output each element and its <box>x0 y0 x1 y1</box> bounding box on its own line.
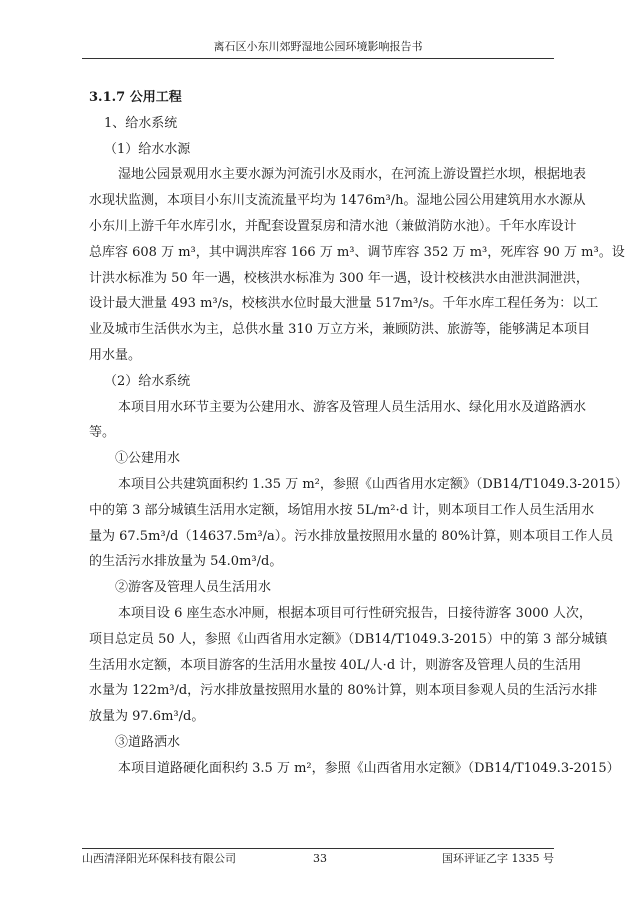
paragraph-line: 设计最大泄量 493 m³/s，校核洪水位时最大泄量 517m³/s。千年水库工程任务为：以工 <box>89 296 599 312</box>
paragraph-line: 放量为 97.6m³/d。 <box>89 709 205 725</box>
item-heading: ③道路洒水 <box>115 734 181 750</box>
paragraph-line: 本项目道路硬化面积约 3.5 万 m²，参照《山西省用水定额》（DB14/T1049.3-2015） <box>118 760 620 776</box>
paragraph-line: 等。 <box>89 425 116 441</box>
paragraph-line: 量为 67.5m³/d（14637.5m³/a）。污水排放量按照用水量的 80%计算，则本项目工作人员 <box>89 528 614 544</box>
paragraph-line: 湿地公园景观用水主要水源为河流引水及雨水，在河流上游设置拦水坝，根据地表 <box>118 167 587 183</box>
paragraph-line: 生活用水定额，本项目游客的生活用水量按 40L/人·d 计，则游客及管理人员的生活用 <box>89 657 582 673</box>
paragraph-line: 本项目设 6 座生态水冲厕，根据本项目可行性研究报告，日接待游客 3000 人次， <box>118 605 592 621</box>
paragraph-line: 计洪水标准为 50 年一遇，校核洪水标准为 300 年一遇，设计校核洪水由泄洪洞泄洪， <box>89 270 589 286</box>
subsection-heading: 1、给水系统 <box>104 115 178 131</box>
paragraph-line: 小东川上游千年水库引水，并配套设置泵房和清水池（兼做消防水池）。千年水库设计 <box>89 218 577 234</box>
item-heading: ②游客及管理人员生活用水 <box>115 580 272 596</box>
paragraph-line: 本项目公共建筑面积约 1.35 万 m²，参照《山西省用水定额》（DB14/T1049.3-2015） <box>118 476 628 492</box>
paragraph-line: 本项目用水环节主要为公建用水、游客及管理人员生活用水、绿化用水及道路洒水 <box>118 399 587 415</box>
paragraph-line: 水量为 122m³/d，污水排放量按照用水量的 80%计算，则本项目参观人员的生活污水排 <box>89 683 598 699</box>
footer-company: 山西清泽阳光环保科技有限公司 <box>82 852 236 865</box>
footer-divider <box>82 848 554 849</box>
paragraph-line: 用水量。 <box>89 347 142 363</box>
item-heading: ①公建用水 <box>115 451 181 467</box>
paragraph-line: 水现状监测，本项目小东川支流流量平均为 1476m³/h。湿地公园公用建筑用水水源从 <box>89 193 586 209</box>
paragraph-line: 的生活污水排放量为 54.0m³/d。 <box>89 554 283 570</box>
section-heading: 3.1.7 公用工程 <box>89 90 182 105</box>
paragraph-line: 总库容 608 万 m³，其中调洪库容 166 万 m³、调节库容 352 万 m³，死库容 90 万 m³。设 <box>89 244 625 260</box>
footer-certificate: 国环评证乙字 1335 号 <box>442 852 554 865</box>
header-divider <box>82 58 554 59</box>
item-heading: （2）给水系统 <box>104 373 191 389</box>
item-heading: （1）给水水源 <box>104 141 191 157</box>
paragraph-line: 业及城市生活供水为主，总供水量 310 万立方米，兼顾防洪、旅游等，能够满足本项目 <box>89 322 591 338</box>
page-number: 33 <box>313 852 327 865</box>
page-header: 离石区小东川郊野湿地公园环境影响报告书 <box>213 40 423 53</box>
document-body <box>89 85 628 782</box>
paragraph-line: 项目总定员 50 人，参照《山西省用水定额》（DB14/T1049.3-2015）中的第 3 部分城镇 <box>89 631 608 647</box>
paragraph-line: 中的第 3 部分城镇生活用水定额，场馆用水按 5L/m²·d 计，则本项目工作人员生活用水 <box>89 502 595 518</box>
